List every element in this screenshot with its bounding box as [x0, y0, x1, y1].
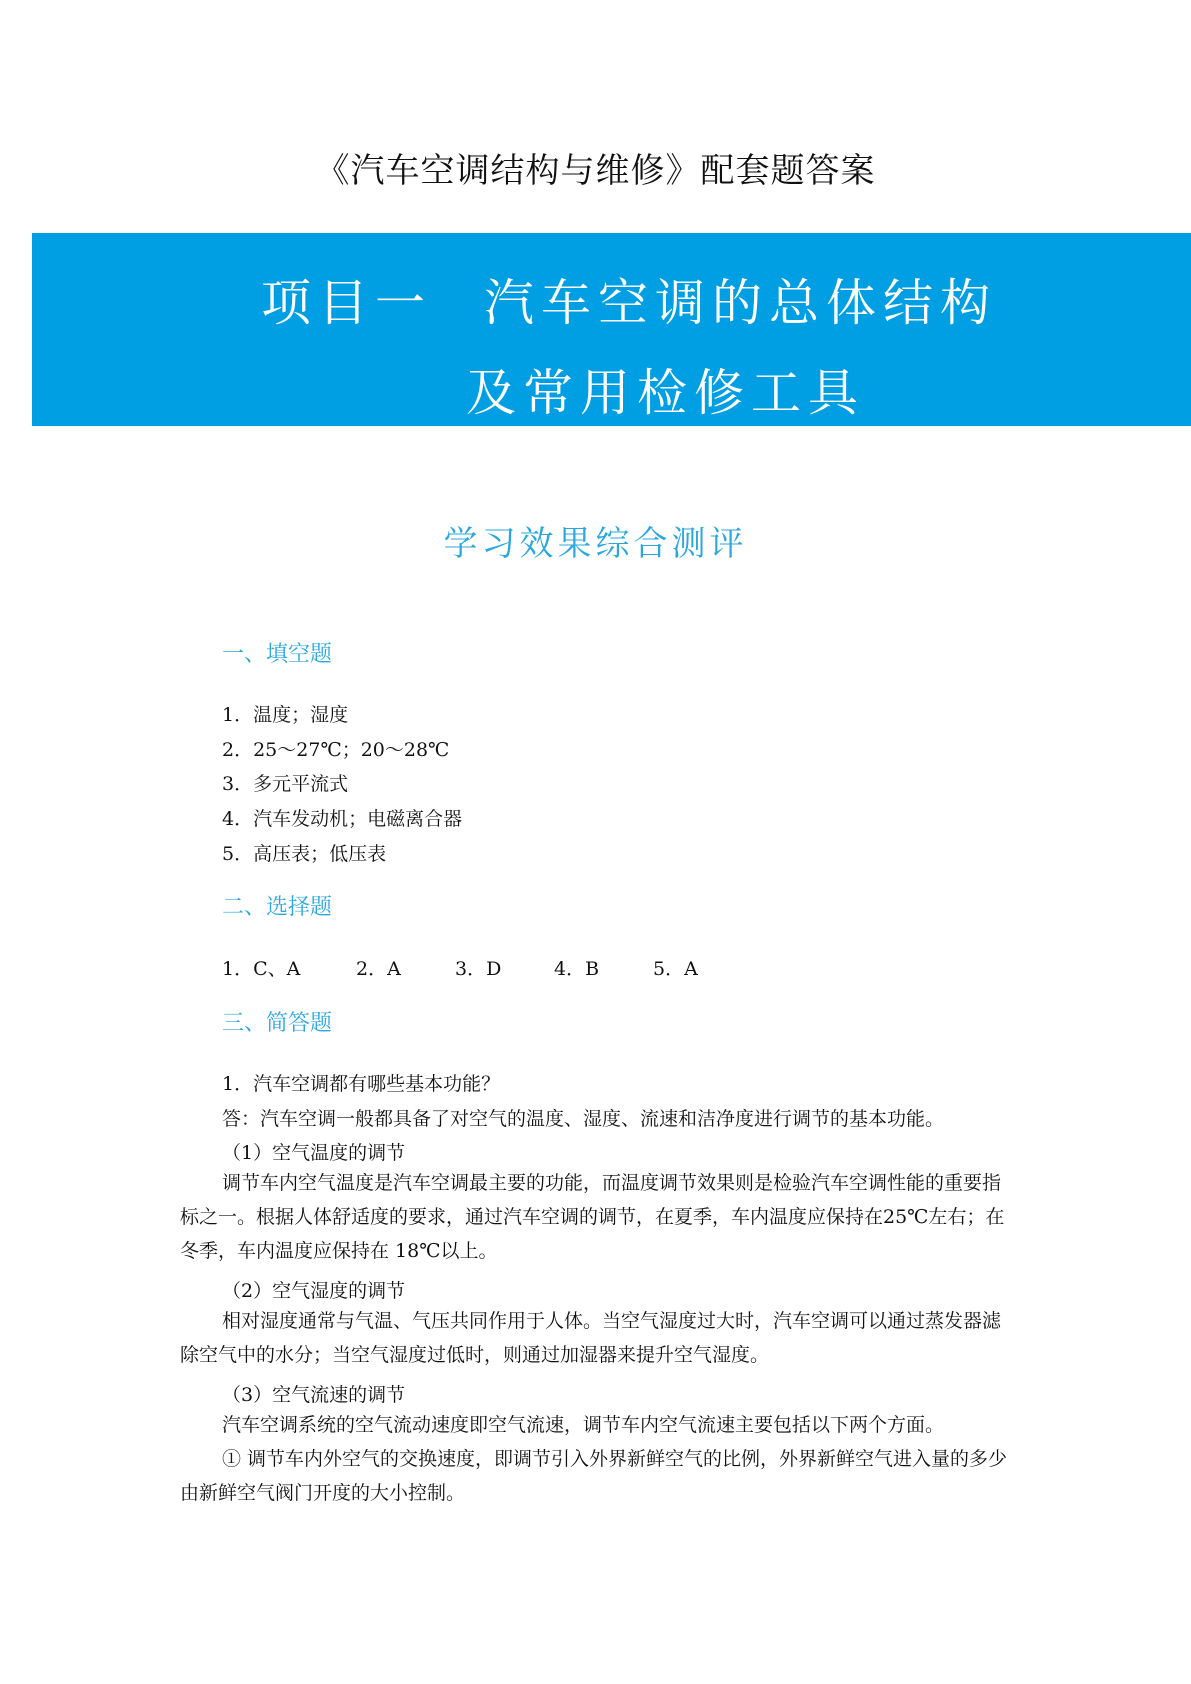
fill-blank-item: 4．汽车发动机；电磁离合器: [222, 808, 463, 830]
paragraph-temperature: 调节车内空气温度是汽车空调最主要的功能，而温度调节效果则是检验汽车空调性能的重要指标之一。根据人体舒适度的要求，通过汽车空调的调节，在夏季，车内温度应保持在25℃左右；在冬季，车内温度应保持在 18℃以上。: [180, 1172, 1005, 1262]
project-title-line-1: 汽车空调的总体结构: [484, 274, 997, 332]
choice-answer: 2．A: [356, 958, 401, 980]
project-title-line-2: 及常用检修工具: [466, 364, 865, 422]
paragraph-humidity: 相对湿度通常与气温、气压共同作用于人体。当空气湿度过大时，汽车空调可以通过蒸发器滤除空气中的水分；当空气湿度过低时，则通过加湿器来提升空气湿度。: [180, 1310, 1002, 1366]
sub-title-humidity: （2）空气湿度的调节: [222, 1280, 406, 1302]
fill-blank-item: 3．多元平流式: [222, 773, 349, 795]
choice-answer: 5．A: [653, 958, 698, 980]
fill-blank-item: 1．温度；湿度: [222, 704, 349, 726]
multiple-choice-heading: 二、选择题: [222, 895, 333, 920]
project-label: 项目一: [261, 274, 432, 332]
short-answer-answer: 答：汽车空调一般都具备了对空气的温度、湿度、流速和洁净度进行调节的基本功能。: [222, 1108, 945, 1130]
fill-blank-item: 2．25～27℃；20～28℃: [222, 739, 450, 761]
choice-answer: 1．C、A: [222, 958, 301, 980]
paragraph-airflow: 汽车空调系统的空气流动速度即空气流速，调节车内空气流速主要包括以下两个方面。: [222, 1414, 945, 1436]
paragraph-air-exchange: ① 调节车内外空气的交换速度，即调节引入外界新鲜空气的比例，外界新鲜空气进入量的多少由新鲜空气阀门开度的大小控制。: [180, 1448, 1008, 1504]
section-title: 学习效果综合测评: [443, 524, 748, 564]
short-answer-question: 1．汽车空调都有哪些基本功能？: [222, 1073, 501, 1095]
fill-blank-heading: 一、填空题: [222, 642, 333, 667]
banner-line-1: [261, 263, 997, 335]
fill-blank-item: 5．高压表；低压表: [222, 843, 387, 865]
document-title: 《汽车空调结构与维修》配套题答案: [315, 151, 876, 191]
choice-answer: 3．D: [455, 958, 502, 980]
short-answer-heading: 三、简答题: [222, 1011, 333, 1036]
sub-title-airflow: （3）空气流速的调节: [222, 1384, 406, 1406]
sub-title-temperature: （1）空气温度的调节: [222, 1142, 406, 1164]
project-banner: [32, 233, 1191, 426]
choice-answer: 4．B: [554, 958, 600, 980]
